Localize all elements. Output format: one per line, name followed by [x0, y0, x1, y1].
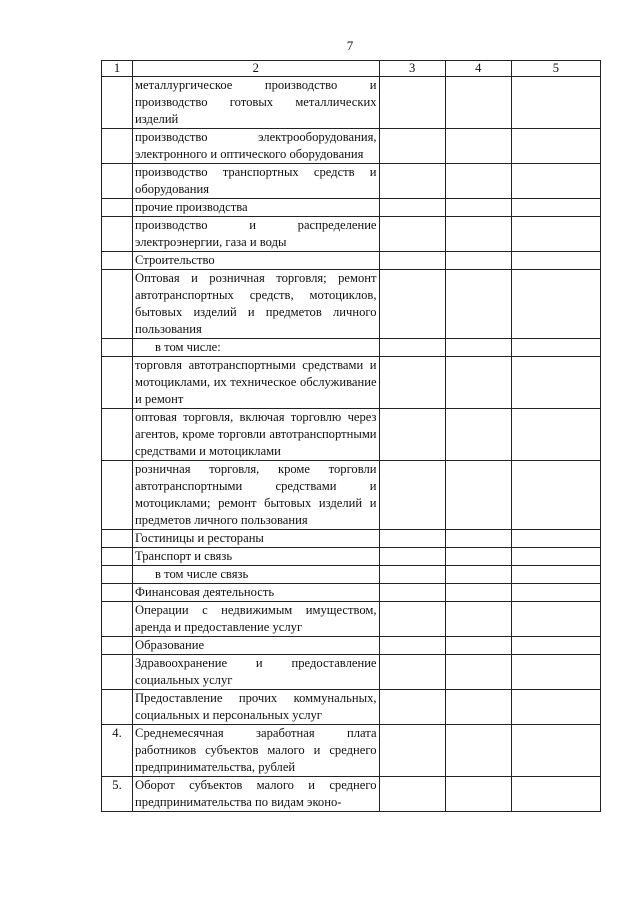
row-label: розничная торговля, кроме торговли автотранспортными средствами и мотоциклами; ремонт бытовых изделий и предметов личного пользования: [133, 461, 379, 530]
value-cell-col-5: [511, 584, 600, 602]
table-row: [102, 777, 601, 812]
row-number: [102, 461, 133, 530]
value-cell-col-5: [511, 725, 600, 777]
value-cell-col-4: [445, 339, 511, 357]
row-label: Операции с недвижимым имуществом, аренда и предоставление услуг: [133, 602, 379, 637]
row-number: [102, 164, 133, 199]
table-row: [102, 690, 601, 725]
row-label: Транспорт и связь: [133, 548, 379, 566]
header-col-4: 4: [445, 61, 511, 77]
row-label: торговля автотранспортными средствами и мотоциклами, их техническое обслуживание и ремонт: [133, 357, 379, 409]
row-number: [102, 252, 133, 270]
value-cell-col-3: [379, 129, 445, 164]
row-number: [102, 129, 133, 164]
value-cell-col-4: [445, 199, 511, 217]
value-cell-col-3: [379, 199, 445, 217]
value-cell-col-5: [511, 129, 600, 164]
table-header-row: [102, 61, 601, 77]
value-cell-col-3: [379, 725, 445, 777]
row-number: [102, 339, 133, 357]
row-label: Оборот субъектов малого и среднего предпринимательства по видам эконо-: [133, 777, 379, 812]
row-label: Здравоохранение и предоставление социальных услуг: [133, 655, 379, 690]
table-row: [102, 252, 601, 270]
value-cell-col-4: [445, 584, 511, 602]
table-row: [102, 199, 601, 217]
value-cell-col-4: [445, 270, 511, 339]
value-cell-col-5: [511, 409, 600, 461]
value-cell-col-3: [379, 252, 445, 270]
value-cell-col-3: [379, 566, 445, 584]
value-cell-col-3: [379, 655, 445, 690]
value-cell-col-3: [379, 409, 445, 461]
value-cell-col-5: [511, 164, 600, 199]
row-label: прочие производства: [133, 199, 379, 217]
row-number: [102, 530, 133, 548]
row-number: [102, 77, 133, 129]
row-label: производство и распределение электроэнергии, газа и воды: [133, 217, 379, 252]
table-row: [102, 655, 601, 690]
value-cell-col-3: [379, 637, 445, 655]
table-row: [102, 409, 601, 461]
value-cell-col-5: [511, 252, 600, 270]
value-cell-col-5: [511, 461, 600, 530]
value-cell-col-4: [445, 530, 511, 548]
value-cell-col-4: [445, 357, 511, 409]
table-row: [102, 530, 601, 548]
value-cell-col-3: [379, 602, 445, 637]
value-cell-col-5: [511, 530, 600, 548]
row-number: [102, 199, 133, 217]
row-number: [102, 548, 133, 566]
table-row: [102, 339, 601, 357]
row-number: [102, 409, 133, 461]
value-cell-col-5: [511, 199, 600, 217]
value-cell-col-4: [445, 566, 511, 584]
row-label: Образование: [133, 637, 379, 655]
row-label: Строительство: [133, 252, 379, 270]
value-cell-col-3: [379, 530, 445, 548]
row-label: Оптовая и розничная торговля; ремонт автотранспортных средств, мотоциклов, бытовых изделий и предметов личного пользования: [133, 270, 379, 339]
table-row: [102, 637, 601, 655]
value-cell-col-5: [511, 690, 600, 725]
value-cell-col-4: [445, 777, 511, 812]
page-number: 7: [346, 38, 354, 53]
value-cell-col-5: [511, 357, 600, 409]
value-cell-col-4: [445, 690, 511, 725]
row-label: производство электрооборудования, электронного и оптического оборудования: [133, 129, 379, 164]
row-number: [102, 357, 133, 409]
value-cell-col-3: [379, 270, 445, 339]
row-label: в том числе:: [133, 339, 379, 357]
value-cell-col-5: [511, 602, 600, 637]
value-cell-col-3: [379, 217, 445, 252]
value-cell-col-4: [445, 461, 511, 530]
value-cell-col-4: [445, 548, 511, 566]
header-col-3: 3: [379, 61, 445, 77]
value-cell-col-3: [379, 584, 445, 602]
value-cell-col-4: [445, 164, 511, 199]
data-table: [101, 60, 601, 812]
table-row: [102, 164, 601, 199]
table-row: [102, 270, 601, 339]
value-cell-col-3: [379, 690, 445, 725]
value-cell-col-5: [511, 339, 600, 357]
table-row: [102, 725, 601, 777]
value-cell-col-3: [379, 339, 445, 357]
row-number: [102, 566, 133, 584]
table-row: [102, 129, 601, 164]
value-cell-col-5: [511, 777, 600, 812]
value-cell-col-5: [511, 77, 600, 129]
row-label: Предоставление прочих коммунальных, социальных и персональных услуг: [133, 690, 379, 725]
table-row: [102, 602, 601, 637]
value-cell-col-4: [445, 217, 511, 252]
row-label: Гостиницы и рестораны: [133, 530, 379, 548]
row-number: [102, 655, 133, 690]
value-cell-col-5: [511, 270, 600, 339]
row-number: [102, 584, 133, 602]
value-cell-col-4: [445, 77, 511, 129]
row-label: оптовая торговля, включая торговлю через агентов, кроме торговли автотранспортными средствами и мотоциклами: [133, 409, 379, 461]
table-row: [102, 584, 601, 602]
value-cell-col-3: [379, 461, 445, 530]
row-number: [102, 637, 133, 655]
row-number: [102, 602, 133, 637]
header-col-2: 2: [133, 61, 379, 77]
value-cell-col-5: [511, 548, 600, 566]
value-cell-col-4: [445, 655, 511, 690]
value-cell-col-5: [511, 637, 600, 655]
value-cell-col-3: [379, 357, 445, 409]
row-number: [102, 270, 133, 339]
header-col-1: 1: [102, 61, 133, 77]
value-cell-col-5: [511, 566, 600, 584]
value-cell-col-4: [445, 252, 511, 270]
value-cell-col-5: [511, 655, 600, 690]
table-row: [102, 357, 601, 409]
row-label: металлургическое производство и производство готовых металлических изделий: [133, 77, 379, 129]
row-label: Среднемесячная заработная плата работников субъектов малого и среднего предпринимательства, рублей: [133, 725, 379, 777]
row-number: [102, 217, 133, 252]
value-cell-col-3: [379, 548, 445, 566]
row-number: 4.: [102, 725, 133, 777]
table-row: [102, 548, 601, 566]
value-cell-col-3: [379, 77, 445, 129]
row-label: в том числе связь: [133, 566, 379, 584]
table-row: [102, 217, 601, 252]
table-row: [102, 566, 601, 584]
table-row: [102, 77, 601, 129]
value-cell-col-4: [445, 409, 511, 461]
row-number: [102, 690, 133, 725]
value-cell-col-5: [511, 217, 600, 252]
value-cell-col-3: [379, 164, 445, 199]
row-number: 5.: [102, 777, 133, 812]
value-cell-col-4: [445, 637, 511, 655]
header-col-5: 5: [511, 61, 600, 77]
value-cell-col-4: [445, 725, 511, 777]
row-label: производство транспортных средств и оборудования: [133, 164, 379, 199]
value-cell-col-4: [445, 602, 511, 637]
table-row: [102, 461, 601, 530]
value-cell-col-3: [379, 777, 445, 812]
row-label: Финансовая деятельность: [133, 584, 379, 602]
value-cell-col-4: [445, 129, 511, 164]
